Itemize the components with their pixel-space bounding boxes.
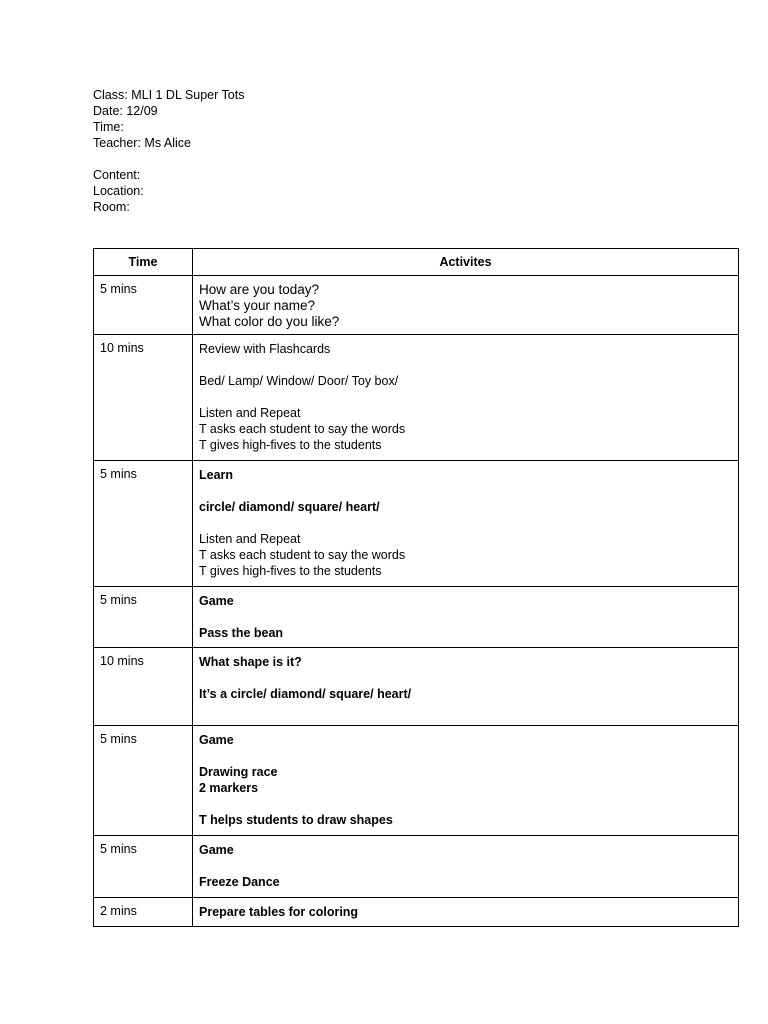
time-cell: 10 mins	[94, 648, 193, 726]
activity-line: Game	[199, 843, 234, 857]
table-row	[94, 898, 739, 927]
activity-gap	[199, 357, 738, 373]
time-cell: 5 mins	[94, 587, 193, 648]
activity-line: Learn	[199, 468, 234, 482]
location-line: Location:	[93, 184, 144, 198]
activity-gap	[199, 483, 738, 499]
time-cell: 5 mins	[94, 836, 193, 898]
lesson-header	[93, 87, 244, 215]
activity-cell	[193, 726, 739, 836]
time-cell: 10 mins	[94, 335, 193, 461]
room-line: Room:	[93, 200, 130, 214]
table-row	[94, 726, 739, 836]
activity-line: T asks each student to say the words	[199, 548, 406, 562]
activity-line: How are you today?	[199, 282, 320, 297]
activity-line: Freeze Dance	[199, 875, 280, 889]
activity-cell	[193, 276, 739, 335]
activity-line: Listen and Repeat	[199, 532, 301, 546]
activity-line: Bed/ Lamp/ Window/ Door/ Toy box/	[199, 374, 399, 388]
activity-cell	[193, 335, 739, 461]
activity-gap	[199, 670, 738, 686]
time-cell: 5 mins	[94, 726, 193, 836]
table-row	[94, 335, 739, 461]
time-cell: 2 mins	[94, 898, 193, 927]
table-row	[94, 276, 739, 335]
activity-gap	[199, 796, 738, 812]
table-header-row	[94, 249, 739, 276]
activity-line: Game	[199, 733, 234, 747]
activity-line: circle/ diamond/ square/ heart/	[199, 500, 380, 514]
table-row	[94, 587, 739, 648]
activity-gap	[199, 748, 738, 764]
activity-gap	[199, 858, 738, 874]
lesson-table-body	[94, 276, 739, 927]
header-spacer	[93, 151, 244, 167]
activity-line: Drawing race	[199, 765, 278, 779]
table-row	[94, 648, 739, 726]
time-cell: 5 mins	[94, 276, 193, 335]
activity-line: It’s a circle/ diamond/ square/ heart/	[199, 687, 412, 701]
activity-line: Listen and Repeat	[199, 406, 301, 420]
time-cell: 5 mins	[94, 461, 193, 587]
activity-cell	[193, 898, 739, 927]
time-column-header: Time	[94, 249, 193, 276]
activity-line: T gives high-fives to the students	[199, 564, 382, 578]
table-row	[94, 461, 739, 587]
table-row	[94, 836, 739, 898]
activity-line: T asks each student to say the words	[199, 422, 406, 436]
activity-line: Pass the bean	[199, 626, 284, 640]
activities-column-header: Activites	[193, 249, 739, 276]
activity-line: T helps students to draw shapes	[199, 813, 393, 827]
date-line: Date: 12/09	[93, 104, 158, 118]
activity-gap	[199, 515, 738, 531]
lesson-plan-table	[93, 248, 739, 927]
activity-line: What shape is it?	[199, 655, 302, 669]
activity-line: 2 markers	[199, 781, 259, 795]
activity-cell	[193, 587, 739, 648]
activity-gap	[199, 389, 738, 405]
activity-cell	[193, 461, 739, 587]
activity-line: Prepare tables for coloring	[199, 905, 359, 919]
activity-line: What color do you like?	[199, 314, 340, 329]
activity-line: T gives high-fives to the students	[199, 438, 382, 452]
activity-gap	[199, 609, 738, 625]
activity-line: Game	[199, 594, 234, 608]
activity-cell	[193, 648, 739, 726]
teacher-line: Teacher: Ms Alice	[93, 136, 191, 150]
class-line: Class: MLI 1 DL Super Tots	[93, 88, 245, 102]
activity-cell	[193, 836, 739, 898]
time-line: Time:	[93, 120, 124, 134]
activity-line: Review with Flashcards	[199, 342, 331, 356]
content-line: Content:	[93, 168, 141, 182]
activity-line: What’s your name?	[199, 298, 316, 313]
